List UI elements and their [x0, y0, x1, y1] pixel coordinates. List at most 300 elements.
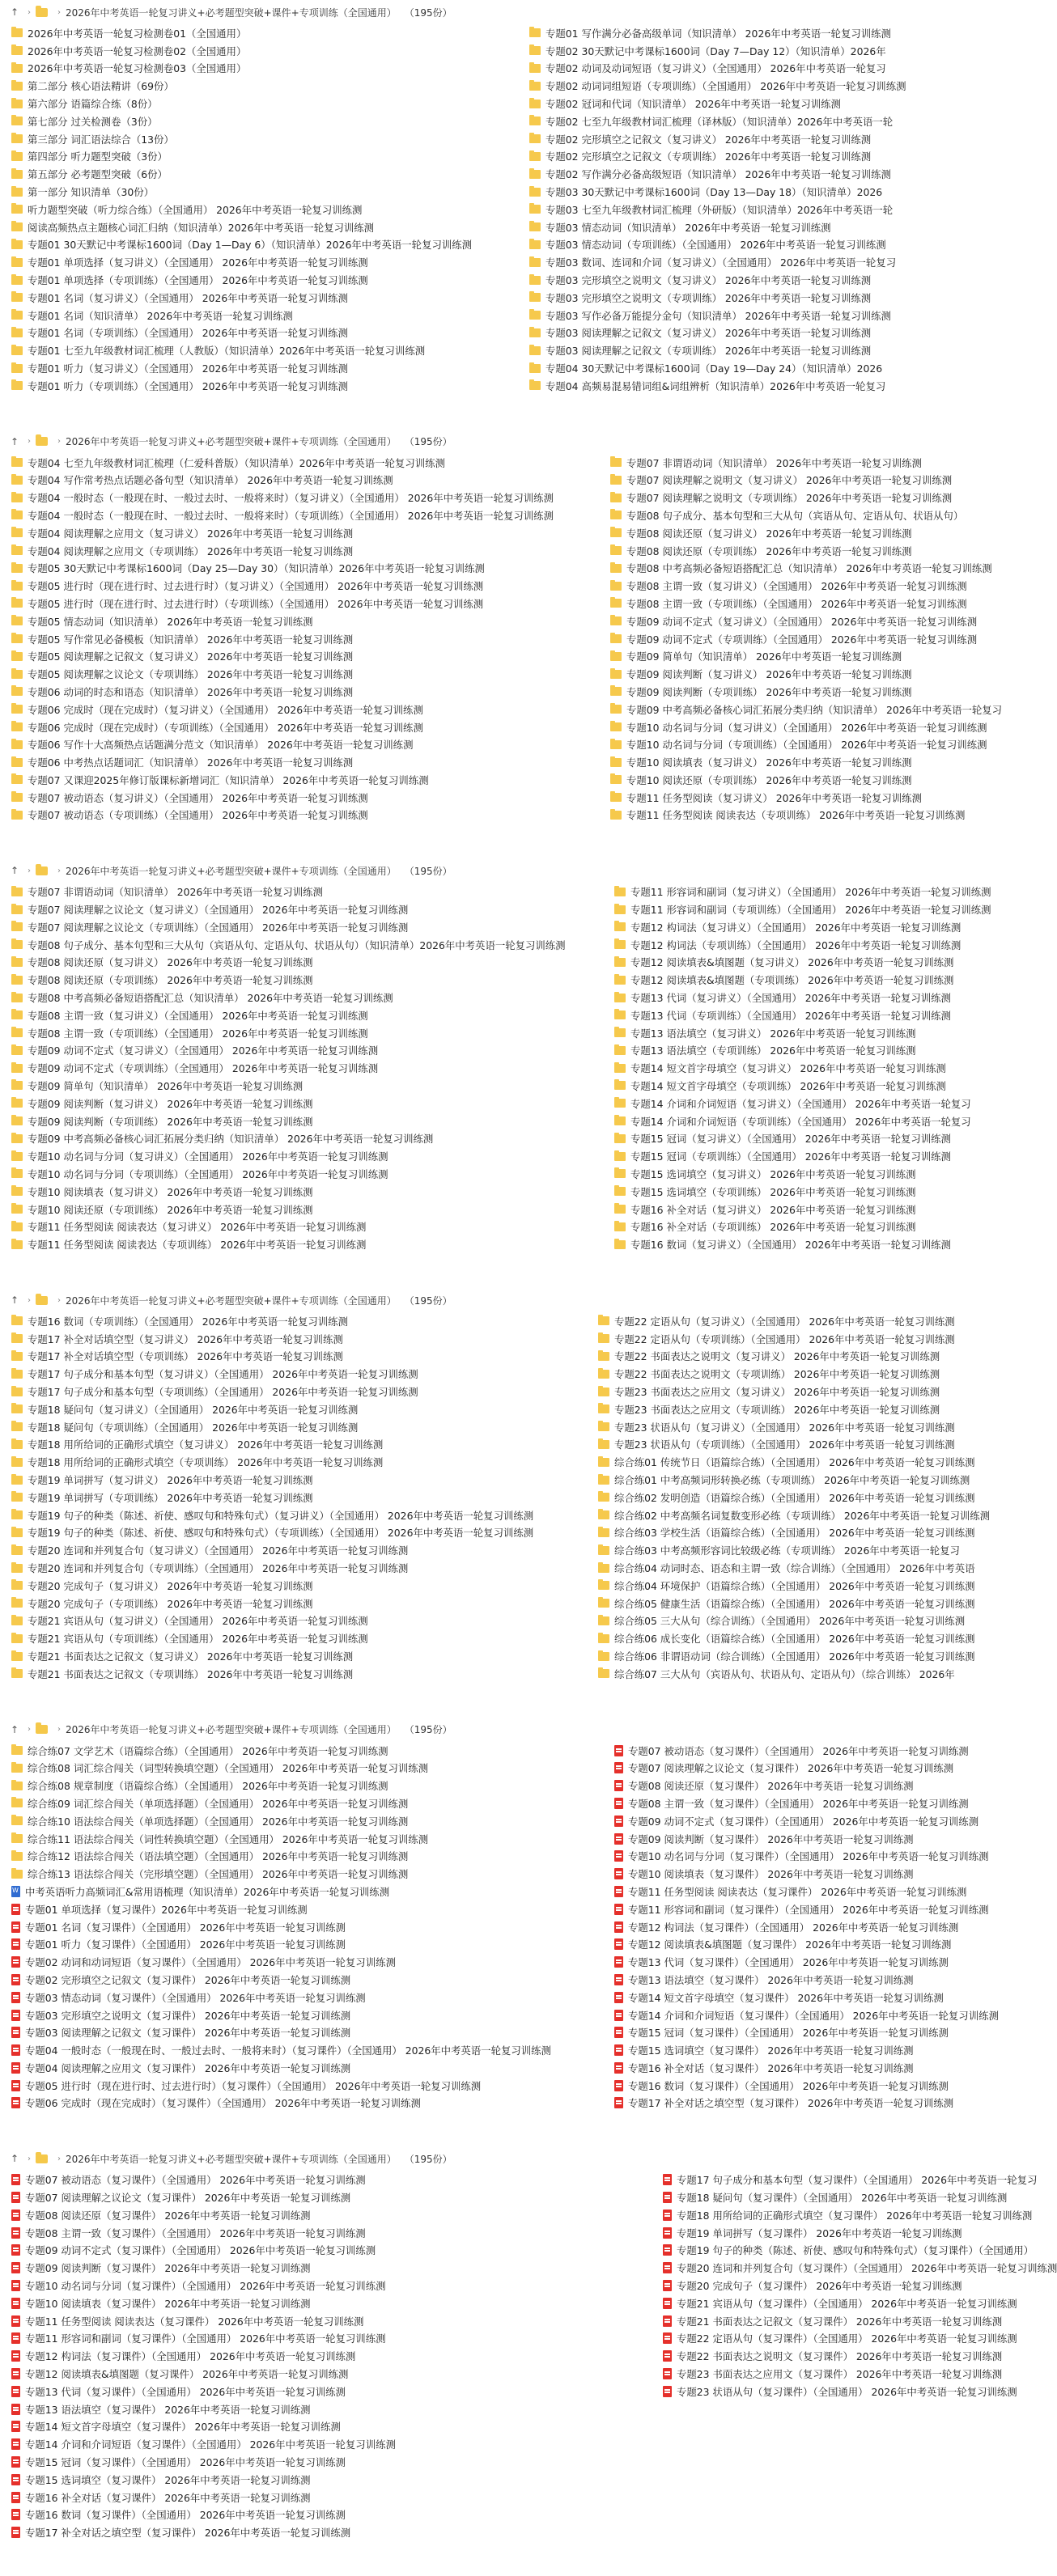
folder-item[interactable]	[0, 1647, 579, 1665]
item-label: 专题12 阅读填表&填图题（专项训练） 2026年中考英语一轮复习训练测	[630, 974, 954, 987]
folder-item[interactable]	[0, 324, 510, 342]
up-arrow-icon[interactable]: ↑	[10, 1723, 19, 1735]
folder-item[interactable]	[603, 1042, 916, 1060]
folder-item[interactable]	[0, 1794, 595, 1812]
file-item[interactable]	[0, 2383, 643, 2400]
item-label: 综合练07 三大从句（宾语从句、状语从句、定语从句）（综合训练） 2026年	[614, 1667, 955, 1680]
folder-item[interactable]	[518, 218, 874, 236]
folder-item[interactable]	[0, 359, 510, 377]
file-list-left-column	[0, 454, 591, 858]
item-label: 专题16 补全对话（复习课件） 2026年中考英语一轮复习训练测	[25, 2491, 311, 2504]
file-item[interactable]	[0, 2077, 595, 2095]
file-item[interactable]	[0, 1989, 595, 2006]
folder-item[interactable]	[518, 341, 874, 359]
folder-item[interactable]	[603, 918, 961, 936]
folder-item[interactable]	[0, 1489, 579, 1506]
folder-item[interactable]	[0, 918, 595, 936]
file-item[interactable]	[0, 2435, 643, 2453]
folder-item[interactable]	[0, 218, 510, 236]
folder-item[interactable]	[518, 24, 891, 42]
file-item[interactable]	[603, 2023, 949, 2041]
folder-item[interactable]	[0, 753, 591, 771]
item-label: 综合练08 词汇综合闯关（词型转换填空题）（全国通用） 2026年中考英语一轮复习训练测	[28, 1762, 429, 1775]
folder-item[interactable]	[603, 954, 954, 972]
file-item[interactable]	[0, 2095, 595, 2112]
file-item[interactable]	[652, 2383, 1017, 2400]
folder-icon	[598, 1388, 609, 1396]
breadcrumb-path[interactable]: 2026年中考英语一轮复习讲义+必考题型突破+课件+专项训练（全国通用）	[66, 1294, 397, 1307]
folder-item[interactable]	[518, 359, 883, 377]
folder-item[interactable]	[518, 95, 874, 112]
folder-item[interactable]	[603, 1129, 951, 1147]
file-item[interactable]	[0, 1935, 595, 1953]
folder-item[interactable]	[0, 1559, 579, 1577]
folder-item[interactable]	[599, 789, 922, 807]
folder-item[interactable]	[603, 936, 961, 954]
up-arrow-icon[interactable]: ↑	[10, 865, 19, 877]
folder-item[interactable]	[599, 559, 992, 577]
folder-item[interactable]	[518, 77, 906, 95]
file-item[interactable]	[0, 2259, 643, 2277]
folder-item[interactable]	[0, 771, 591, 789]
folder-item[interactable]	[0, 1348, 579, 1366]
folder-item[interactable]	[518, 42, 886, 60]
folder-item[interactable]	[599, 489, 953, 506]
folder-item[interactable]	[518, 165, 891, 183]
folder-item[interactable]	[599, 542, 912, 560]
folder-item[interactable]	[518, 253, 897, 271]
folder-item[interactable]	[518, 148, 874, 166]
file-item[interactable]	[0, 2059, 595, 2077]
folder-item[interactable]	[0, 42, 510, 60]
folder-item[interactable]	[599, 718, 987, 736]
folder-item[interactable]	[0, 95, 510, 112]
folder-item[interactable]	[0, 148, 510, 166]
folder-item[interactable]	[587, 1383, 940, 1400]
folder-item[interactable]	[587, 1400, 940, 1418]
file-item[interactable]	[0, 2347, 643, 2365]
file-list-right-column	[518, 24, 906, 428]
folder-item[interactable]	[603, 1201, 916, 1218]
folder-item[interactable]	[0, 1312, 579, 1330]
folder-item[interactable]	[599, 683, 912, 701]
folder-icon	[11, 888, 23, 896]
folder-icon	[598, 1510, 609, 1519]
folder-item[interactable]	[587, 1559, 975, 1577]
folder-item[interactable]	[0, 524, 591, 542]
folder-item[interactable]	[0, 236, 510, 254]
folder-item[interactable]	[603, 1095, 971, 1112]
folder-item[interactable]	[0, 1865, 595, 1883]
folder-item[interactable]	[599, 807, 966, 824]
folder-item[interactable]	[603, 1235, 951, 1253]
folder-item[interactable]	[587, 1330, 955, 1348]
folder-item[interactable]	[518, 60, 886, 78]
file-item[interactable]	[652, 2365, 1003, 2383]
breadcrumb-separator-icon: ›	[57, 1295, 61, 1305]
folder-icon	[598, 1616, 609, 1625]
folder-item[interactable]	[599, 771, 912, 789]
pdf-file-icon	[11, 1904, 20, 1915]
file-item[interactable]	[603, 1742, 969, 1760]
file-item[interactable]	[0, 2489, 643, 2506]
file-item[interactable]	[603, 1971, 914, 1989]
folder-item[interactable]	[0, 701, 591, 718]
file-item[interactable]	[0, 2400, 643, 2418]
folder-item[interactable]	[0, 489, 591, 506]
folder-icon	[610, 476, 622, 485]
folder-item[interactable]	[0, 1235, 595, 1253]
folder-item[interactable]	[587, 1348, 940, 1366]
item-label: 中考英语听力高频词汇&常用语梳理（知识清单）2026年中考英语一轮复习训练测	[25, 1885, 390, 1898]
pdf-file-icon	[614, 2080, 623, 2091]
file-item[interactable]	[603, 1847, 989, 1865]
folder-item[interactable]	[587, 1595, 975, 1612]
folder-item[interactable]	[0, 1471, 579, 1489]
file-item[interactable]	[0, 2006, 595, 2024]
file-item[interactable]	[0, 2294, 643, 2312]
file-item[interactable]	[652, 2242, 1034, 2260]
file-item[interactable]	[0, 2171, 643, 2188]
folder-item[interactable]	[0, 789, 591, 807]
folder-item[interactable]	[0, 1024, 595, 1042]
folder-item[interactable]	[603, 989, 951, 1006]
folder-item[interactable]	[518, 112, 894, 130]
folder-item[interactable]	[0, 1059, 595, 1077]
folder-item[interactable]	[587, 1577, 975, 1595]
item-label: 专题01 单项选择（复习课件）2026年中考英语一轮复习训练测	[25, 1903, 308, 1916]
folder-item[interactable]	[0, 253, 510, 271]
folder-item[interactable]	[0, 1112, 595, 1130]
file-item[interactable]	[0, 1971, 595, 1989]
file-item[interactable]	[603, 1830, 914, 1848]
folder-item[interactable]	[0, 24, 510, 42]
folder-item[interactable]	[0, 612, 591, 630]
file-item[interactable]	[603, 1759, 954, 1777]
folder-item[interactable]	[603, 900, 991, 918]
item-label: 专题18 用所给词的正确形式填空（复习课件） 2026年中考英语一轮复习训练测	[677, 2209, 1033, 2222]
file-item[interactable]	[603, 1953, 949, 1971]
folder-item[interactable]	[603, 1147, 951, 1165]
file-item[interactable]	[0, 1918, 595, 1936]
folder-item[interactable]	[0, 1042, 595, 1060]
folder-item[interactable]	[587, 1436, 955, 1454]
item-label: 专题08 主谓一致（复习课件）（全国通用） 2026年中考英语一轮复习训练测	[25, 2226, 366, 2239]
folder-item[interactable]	[518, 201, 894, 218]
folder-item[interactable]	[599, 630, 978, 648]
folder-item[interactable]	[0, 1830, 595, 1848]
folder-item[interactable]	[603, 971, 954, 989]
folder-item[interactable]	[0, 1201, 595, 1218]
folder-item[interactable]	[0, 183, 510, 201]
file-item[interactable]	[0, 2312, 643, 2330]
folder-item[interactable]	[0, 647, 591, 665]
file-item[interactable]	[603, 2006, 999, 2024]
folder-item[interactable]	[587, 1365, 940, 1383]
file-item[interactable]	[603, 1794, 969, 1812]
folder-item[interactable]	[0, 1777, 595, 1794]
folder-item[interactable]	[0, 1665, 579, 1683]
breadcrumb-path[interactable]: 2026年中考英语一轮复习讲义+必考题型突破+课件+专项训练（全国通用）	[66, 865, 397, 877]
file-item[interactable]	[0, 1953, 595, 1971]
folder-item[interactable]	[603, 1165, 916, 1183]
up-arrow-icon[interactable]: ↑	[10, 435, 19, 447]
item-label: 专题14 短文首字母填空（专项训练） 2026年中考英语一轮复习训练测	[630, 1079, 946, 1092]
folder-item[interactable]	[587, 1665, 955, 1683]
folder-item[interactable]	[0, 1453, 579, 1471]
file-item[interactable]	[652, 2259, 1057, 2277]
folder-item[interactable]	[599, 595, 967, 612]
folder-icon	[529, 293, 541, 302]
folder-item[interactable]	[0, 807, 591, 824]
item-label: 专题09 简单句（知识清单） 2026年中考英语一轮复习训练测	[626, 650, 902, 663]
folder-item[interactable]	[603, 1112, 971, 1130]
folder-item[interactable]	[587, 1629, 975, 1647]
item-label: 专题17 补全对话之填空型（复习课件） 2026年中考英语一轮复习训练测	[628, 2097, 954, 2110]
folder-item[interactable]	[0, 471, 591, 489]
file-item[interactable]	[603, 1918, 959, 1936]
file-item[interactable]	[652, 2277, 962, 2294]
pdf-file-icon	[614, 2027, 623, 2038]
file-item[interactable]	[652, 2224, 962, 2242]
folder-item[interactable]	[518, 271, 874, 289]
folder-item[interactable]	[518, 236, 886, 254]
folder-item[interactable]	[0, 1365, 579, 1383]
file-item[interactable]	[0, 2277, 643, 2294]
folder-item[interactable]	[0, 112, 510, 130]
folder-item[interactable]	[0, 989, 595, 1006]
folder-item[interactable]	[0, 1400, 579, 1418]
pdf-file-icon	[11, 2010, 20, 2021]
folder-item[interactable]	[0, 1541, 579, 1559]
folder-item[interactable]	[0, 341, 510, 359]
folder-item[interactable]	[0, 1183, 595, 1201]
file-item[interactable]	[652, 2171, 1038, 2188]
folder-item[interactable]	[603, 1183, 916, 1201]
folder-item[interactable]	[0, 307, 510, 324]
folder-panel	[0, 2146, 1057, 2576]
item-label: 专题21 宾语从句（专项训练）（全国通用） 2026年中考英语一轮复习训练测	[28, 1633, 368, 1646]
up-arrow-icon[interactable]: ↑	[10, 1294, 19, 1306]
folder-item[interactable]	[0, 665, 591, 683]
folder-item[interactable]	[587, 1524, 975, 1542]
file-item[interactable]	[0, 2506, 643, 2523]
folder-item[interactable]	[0, 1077, 595, 1095]
file-item[interactable]	[0, 2242, 643, 2260]
folder-item[interactable]	[0, 1629, 579, 1647]
file-item[interactable]	[603, 1883, 967, 1900]
file-item[interactable]	[652, 2188, 1008, 2206]
file-item[interactable]	[652, 2294, 1017, 2312]
folder-item[interactable]	[587, 1418, 955, 1436]
folder-item[interactable]	[0, 1847, 595, 1865]
item-label: 专题22 定语从句（复习讲义）（全国通用） 2026年中考英语一轮复习训练测	[614, 1315, 955, 1328]
folder-item[interactable]	[0, 900, 595, 918]
folder-item[interactable]	[0, 1524, 579, 1542]
file-item[interactable]	[603, 1989, 944, 2006]
folder-item[interactable]	[0, 1147, 595, 1165]
item-label: 综合练12 语法综合闯关（语法填空题）（全国通用） 2026年中考英语一轮复习训练测	[28, 1850, 409, 1863]
folder-item[interactable]	[0, 1095, 595, 1112]
folder-item[interactable]	[0, 165, 510, 183]
folder-item[interactable]	[0, 1165, 595, 1183]
folder-item[interactable]	[0, 559, 591, 577]
folder-item[interactable]	[0, 1006, 595, 1024]
folder-icon	[610, 494, 622, 502]
folder-item[interactable]	[0, 954, 595, 972]
folder-item[interactable]	[518, 289, 874, 307]
file-item[interactable]	[0, 2453, 643, 2471]
file-item[interactable]	[603, 1935, 952, 1953]
file-item[interactable]	[652, 2347, 1003, 2365]
folder-item[interactable]	[587, 1506, 991, 1524]
folder-icon	[11, 1852, 23, 1861]
folder-item[interactable]	[587, 1612, 966, 1630]
folder-icon	[11, 1046, 23, 1055]
file-item[interactable]	[0, 2471, 643, 2489]
folder-icon	[11, 1352, 23, 1361]
item-label: 综合练03 学校生活（语篇综合练）（全国通用） 2026年中考英语一轮复习训练测	[614, 1527, 975, 1540]
folder-item[interactable]	[0, 630, 591, 648]
folder-item[interactable]	[587, 1471, 970, 1489]
folder-item[interactable]	[587, 1647, 975, 1665]
folder-item[interactable]	[603, 883, 991, 900]
folder-item[interactable]	[587, 1453, 975, 1471]
file-item[interactable]	[603, 2095, 954, 2112]
file-item[interactable]	[0, 2206, 643, 2224]
folder-item[interactable]	[0, 683, 591, 701]
file-item[interactable]	[603, 2059, 914, 2077]
item-label: 专题17 补全对话填空型（复习讲义） 2026年中考英语一轮复习训练测	[28, 1332, 343, 1345]
folder-icon	[11, 1476, 23, 1485]
file-item[interactable]	[0, 2023, 595, 2041]
file-item[interactable]	[0, 2417, 643, 2435]
file-item[interactable]	[652, 2330, 1017, 2348]
folder-item[interactable]	[0, 718, 591, 736]
item-label: 专题02 动词及动词短语（复习讲义）（全国通用） 2026年中考英语一轮复习	[545, 62, 886, 75]
file-item[interactable]	[0, 2041, 595, 2059]
folder-item[interactable]	[599, 735, 987, 753]
folder-item[interactable]	[599, 454, 922, 472]
file-item[interactable]	[603, 1812, 979, 1830]
file-item[interactable]	[0, 2224, 643, 2242]
folder-item[interactable]	[0, 971, 595, 989]
folder-icon	[529, 82, 541, 91]
folder-item[interactable]	[518, 183, 883, 201]
folder-item[interactable]	[0, 506, 591, 524]
folder-item[interactable]	[0, 1612, 579, 1630]
breadcrumb-path[interactable]: 2026年中考英语一轮复习讲义+必考题型突破+课件+专项训练（全国通用）	[66, 1724, 397, 1736]
folder-item[interactable]	[518, 307, 891, 324]
folder-item[interactable]	[0, 936, 595, 954]
folder-item[interactable]	[0, 1129, 595, 1147]
folder-item[interactable]	[518, 324, 874, 342]
breadcrumb-path[interactable]: 2026年中考英语一轮复习讲义+必考题型突破+课件+专项训练（全国通用）	[66, 436, 397, 448]
folder-item[interactable]	[0, 1506, 579, 1524]
file-item[interactable]	[603, 1865, 914, 1883]
folder-item[interactable]	[0, 735, 591, 753]
file-item[interactable]	[652, 2206, 1033, 2224]
folder-item[interactable]	[599, 701, 1003, 718]
folder-item[interactable]	[0, 1330, 579, 1348]
folder-item[interactable]	[0, 1742, 595, 1760]
file-item[interactable]	[0, 2330, 643, 2348]
file-item[interactable]	[0, 2365, 643, 2383]
up-arrow-icon[interactable]: ↑	[10, 6, 19, 18]
file-item[interactable]	[603, 2041, 914, 2059]
folder-item[interactable]	[518, 377, 886, 395]
file-item[interactable]	[603, 1900, 989, 1918]
item-label: 专题23 书面表达之应用文（复习课件） 2026年中考英语一轮复习训练测	[677, 2367, 1003, 2380]
folder-item[interactable]	[599, 577, 967, 595]
folder-item[interactable]	[0, 377, 510, 395]
folder-item[interactable]	[0, 271, 510, 289]
up-arrow-icon[interactable]: ↑	[10, 2153, 19, 2165]
folder-item[interactable]	[0, 1759, 595, 1777]
folder-item[interactable]	[603, 1077, 946, 1095]
folder-item[interactable]	[0, 1418, 579, 1436]
folder-item[interactable]	[599, 471, 953, 489]
folder-item[interactable]	[603, 1024, 916, 1042]
folder-item[interactable]	[599, 665, 912, 683]
breadcrumb-path[interactable]: 2026年中考英语一轮复习讲义+必考题型突破+课件+专项训练（全国通用）	[66, 2153, 397, 2165]
file-item[interactable]	[603, 2077, 949, 2095]
folder-item[interactable]	[599, 753, 912, 771]
folder-item[interactable]	[599, 506, 964, 524]
folder-item[interactable]	[599, 647, 902, 665]
breadcrumb-path[interactable]: 2026年中考英语一轮复习讲义+必考题型突破+课件+专项训练（全国通用）	[66, 6, 397, 19]
folder-item[interactable]	[0, 454, 591, 472]
folder-item[interactable]	[0, 60, 510, 78]
folder-item[interactable]	[0, 577, 591, 595]
folder-item[interactable]	[0, 1218, 595, 1235]
folder-item[interactable]	[0, 1812, 595, 1830]
item-label: 专题09 动词不定式（复习课件）（全国通用） 2026年中考英语一轮复习训练测	[628, 1815, 979, 1828]
file-item[interactable]	[0, 2523, 643, 2541]
folder-item[interactable]	[0, 1383, 579, 1400]
folder-item[interactable]	[0, 542, 591, 560]
folder-item[interactable]	[599, 612, 978, 630]
folder-item[interactable]	[518, 130, 874, 148]
folder-item[interactable]	[0, 883, 595, 900]
file-item[interactable]	[0, 2188, 643, 2206]
item-label: 综合练05 健康生活（语篇综合练）（全国通用） 2026年中考英语一轮复习训练测	[614, 1597, 975, 1610]
file-item[interactable]	[603, 1777, 914, 1794]
folder-item[interactable]	[587, 1489, 975, 1506]
folder-item[interactable]	[0, 201, 510, 218]
folder-icon	[529, 134, 541, 143]
file-item[interactable]	[652, 2312, 1003, 2330]
folder-item[interactable]	[587, 1541, 960, 1559]
folder-item[interactable]	[0, 1436, 579, 1454]
folder-icon	[11, 546, 23, 555]
folder-icon	[11, 905, 23, 914]
folder-item[interactable]	[0, 130, 510, 148]
file-item[interactable]	[0, 1900, 595, 1918]
file-item[interactable]	[0, 1883, 595, 1900]
folder-item[interactable]	[0, 289, 510, 307]
folder-item[interactable]	[603, 1059, 946, 1077]
folder-item[interactable]	[603, 1218, 916, 1235]
folder-item[interactable]	[0, 595, 591, 612]
folder-item[interactable]	[599, 524, 912, 542]
folder-item[interactable]	[0, 77, 510, 95]
folder-item[interactable]	[603, 1006, 951, 1024]
folder-item[interactable]	[587, 1312, 955, 1330]
folder-item[interactable]	[0, 1595, 579, 1612]
folder-item[interactable]	[0, 1577, 579, 1595]
item-label: 专题09 动词不定式（复习课件）（全国通用） 2026年中考英语一轮复习训练测	[25, 2244, 376, 2257]
